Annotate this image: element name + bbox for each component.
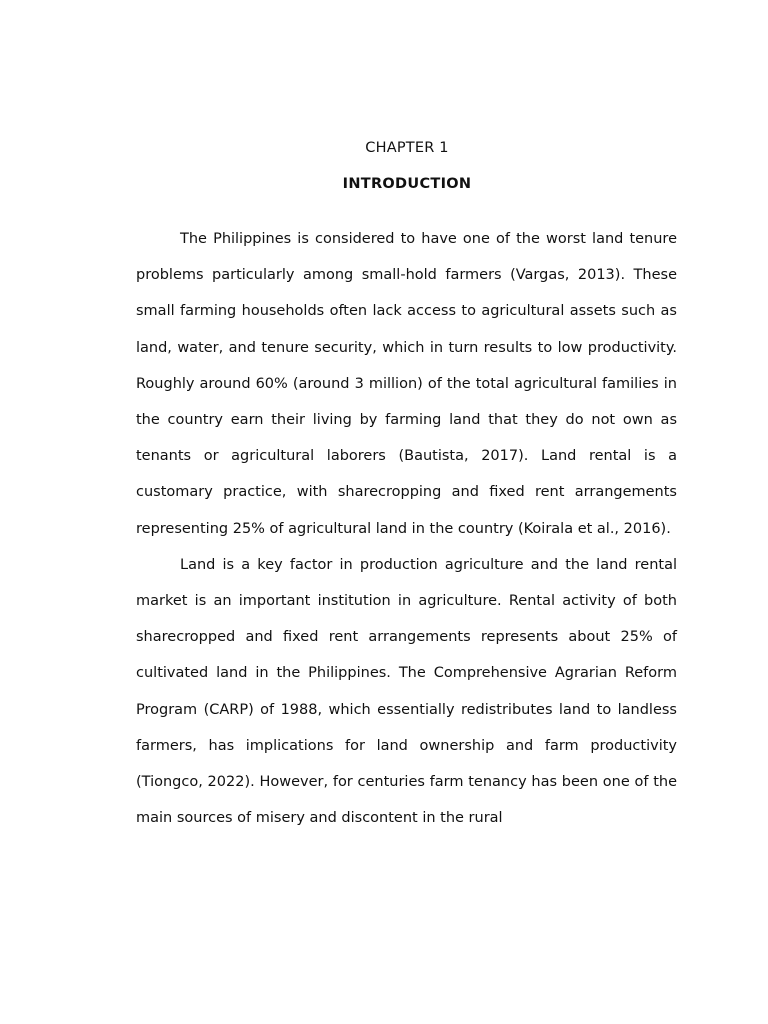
body-text [136, 221, 677, 836]
chapter-label: CHAPTER 1 [365, 140, 449, 156]
paragraph-1: The Philippines is considered to have one of the worst land tenure problems particularly among small-hold farmers (Vargas, 2013). These small farming households often lack access to agricultural assets such as land, water, and tenure security, which in turn results to low productivity. Roughly around 60% (around 3 million) of the total agricultural families in the country earn their living by farming land that they do not own as tenants or agricultural laborers (Bautista, 2017). Land rental is a customary practice, with sharecropping and fixed rent arrangements representing 25% of agricultural land in the country (Koirala et al., 2016). [136, 231, 677, 537]
paragraph-2: Land is a key factor in production agriculture and the land rental market is an important institution in agriculture. Rental activity of both sharecropped and fixed rent arrangements represents about 25% of cultivated land in the Philippines. The Comprehensive Agrarian Reform Program (CARP) of 1988, which essentially redistributes land to landless farmers, has implications for land ownership and farm productivity (Tiongco, 2022). However, for centuries farm tenancy has been one of the main sources of misery and discontent in the rural [136, 556, 677, 827]
chapter-title: INTRODUCTION [342, 176, 472, 192]
